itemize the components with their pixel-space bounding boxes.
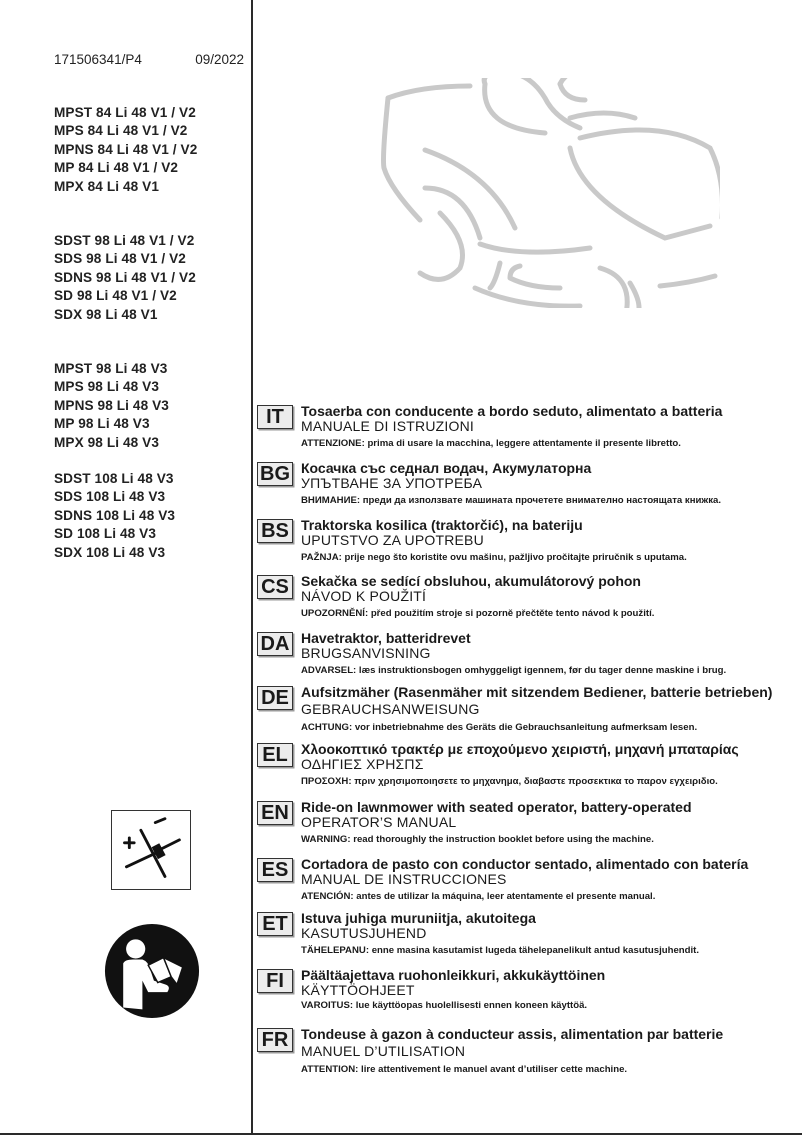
language-manual-heading: GEBRAUCHSANWEISUNG	[301, 701, 480, 717]
model-name: SDST 98 Li 48 V1 / V2	[54, 233, 195, 248]
model-group-1	[54, 104, 197, 196]
language-title: Косачка със седнал водач, Акумулаторна	[301, 460, 592, 476]
language-warning: UPOZORNĚNÍ: před použitím stroje si pozorně přečtěte tento návod k použití.	[301, 608, 655, 619]
model-name: SDX 108 Li 48 V3	[54, 544, 166, 560]
model-group-2	[54, 232, 196, 324]
language-manual-heading: UPUTSTVO ZA UPOTREBU	[301, 532, 484, 548]
language-warning: ATENCIÓN: antes de utilizar la máquina, leer atentamente el presente manual.	[301, 891, 656, 902]
document-meta	[54, 52, 244, 67]
language-manual-heading: KASUTUSJUHEND	[301, 925, 427, 941]
language-manual-heading: ΟΔΗΓΙΕΣ ΧΡΗΣΠΣ	[301, 756, 424, 772]
language-code-badge: CS	[257, 575, 293, 599]
language-code-badge: FI	[257, 969, 293, 993]
language-code-badge: ES	[257, 858, 293, 882]
language-title: Istuva juhiga muruniitja, akutoitega	[301, 910, 536, 926]
model-group-3	[54, 360, 169, 452]
language-warning: TÄHELEPANU: enne masina kasutamist lugeda tähelepanelikult antud kasutusjuhendit.	[301, 945, 700, 956]
model-name: SDNS 98 Li 48 V1 / V2	[54, 269, 196, 285]
language-title: Havetraktor, batteridrevet	[301, 630, 471, 646]
language-manual-heading: УПЪТВАНЕ ЗА УПОТРЕБА	[301, 475, 483, 491]
model-group-4	[54, 470, 175, 562]
language-code-badge: DE	[257, 686, 293, 710]
model-name: MPST 98 Li 48 V3	[54, 361, 168, 376]
language-warning: ATTENTION: lire attentivement le manuel avant d’utiliser cette machine.	[301, 1064, 628, 1075]
language-warning: ACHTUNG: vor inbetriebnahme des Geräts die Gebrauchsanleitung aufmerksam lesen.	[301, 722, 698, 733]
language-manual-heading: BRUGSANVISNING	[301, 645, 431, 661]
language-code-badge: BS	[257, 519, 293, 543]
language-warning: ATTENZIONE: prima di usare la macchina, leggere attentamente il presente libretto.	[301, 438, 681, 449]
language-code-badge: EN	[257, 801, 293, 825]
language-title: Aufsitzmäher (Rasenmäher mit sitzendem Bediener, batterie betrieben)	[301, 684, 773, 700]
model-name: MPS 98 Li 48 V3	[54, 379, 160, 395]
language-warning: ΠΡΟΣΟΧΗ: πριν χρησιμοποιησετε το μηχανημα, διαβαστε προσεκτικα το παρον εγχειριδιο.	[301, 776, 718, 787]
model-name: MPS 84 Li 48 V1 / V2	[54, 123, 188, 139]
language-code-badge: DA	[257, 632, 293, 656]
model-name: SDS 98 Li 48 V1 / V2	[54, 251, 186, 267]
language-title: Sekačka se sedící obsluhou, akumulátorový pohon	[301, 573, 641, 589]
language-code-badge: ET	[257, 912, 293, 936]
document-code: 171506341/P4	[54, 52, 142, 67]
document-date: 09/2022	[195, 52, 244, 67]
model-name: MPNS 84 Li 48 V1 / V2	[54, 141, 198, 157]
bottom-divider	[0, 1133, 802, 1135]
model-name: MP 98 Li 48 V3	[54, 416, 150, 432]
language-code-badge: FR	[257, 1028, 293, 1052]
language-warning: ADVARSEL: læs instruktionsbogen omhyggeligt igennem, før du tager denne maskine i brug.	[301, 665, 727, 676]
model-name: MP 84 Li 48 V1 / V2	[54, 160, 179, 176]
vertical-divider	[251, 0, 253, 1134]
language-title: Tondeuse à gazon à conducteur assis, alimentation par batterie	[301, 1026, 724, 1042]
language-warning: VAROITUS: lue käyttöopas huolellisesti ennen koneen käyttöä.	[301, 1000, 588, 1011]
language-manual-heading: KÄYTTÖOHJEET	[301, 982, 415, 998]
read-manual-icon	[104, 923, 200, 1019]
language-code-badge: BG	[257, 462, 293, 486]
model-name: SDNS 108 Li 48 V3	[54, 507, 176, 523]
model-name: MPX 84 Li 48 V1	[54, 178, 160, 194]
language-title: Cortadora de pasto con conductor sentado, alimentado con batería	[301, 856, 749, 872]
language-title: Traktorska kosilica (traktorčić), na bateriju	[301, 517, 583, 533]
language-manual-heading: MANUAL DE INSTRUCCIONES	[301, 871, 507, 887]
model-name: MPST 84 Li 48 V1 / V2	[54, 105, 196, 120]
language-manual-heading: NÁVOD K POUŽITÍ	[301, 588, 427, 604]
language-code-badge: IT	[257, 405, 293, 429]
model-name: SD 98 Li 48 V1 / V2	[54, 288, 177, 304]
language-warning: WARNING: read thoroughly the instruction booklet before using the machine.	[301, 834, 654, 845]
model-name: SD 108 Li 48 V3	[54, 526, 156, 542]
language-title: Ride-on lawnmower with seated operator, battery-operated	[301, 799, 692, 815]
language-code-badge: EL	[257, 743, 293, 767]
ride-on-mower-illustration	[380, 78, 720, 308]
language-title: Χλοοκοπτικό τρακτέρ με εποχούμενο χειριστή, μηχανή μπαταρίας	[301, 741, 739, 757]
model-name: SDX 98 Li 48 V1	[54, 306, 158, 322]
language-manual-heading: MANUALE DI ISTRUZIONI	[301, 418, 474, 434]
model-name: SDS 108 Li 48 V3	[54, 489, 166, 505]
language-manual-heading: OPERATOR’S MANUAL	[301, 814, 457, 830]
language-title: Tosaerba con conducente a bordo seduto, alimentato a batteria	[301, 403, 723, 419]
model-name: MPX 98 Li 48 V3	[54, 434, 160, 450]
language-warning: ВНИМАНИЕ: преди да използвате машината прочетете внимателно настоящата книжка.	[301, 495, 721, 506]
language-title: Päältäajettava ruohonleikkuri, akkukäyttöinen	[301, 967, 606, 983]
model-name: SDST 108 Li 48 V3	[54, 471, 174, 486]
language-manual-heading: MANUEL D’UTILISATION	[301, 1043, 466, 1059]
language-warning: PAŽNJA: prije nego što koristite ovu mašinu, pažljivo pročitajte priručnik s uputama.	[301, 552, 687, 563]
model-name: MPNS 98 Li 48 V3	[54, 397, 169, 413]
battery-polarity-icon	[111, 810, 191, 890]
